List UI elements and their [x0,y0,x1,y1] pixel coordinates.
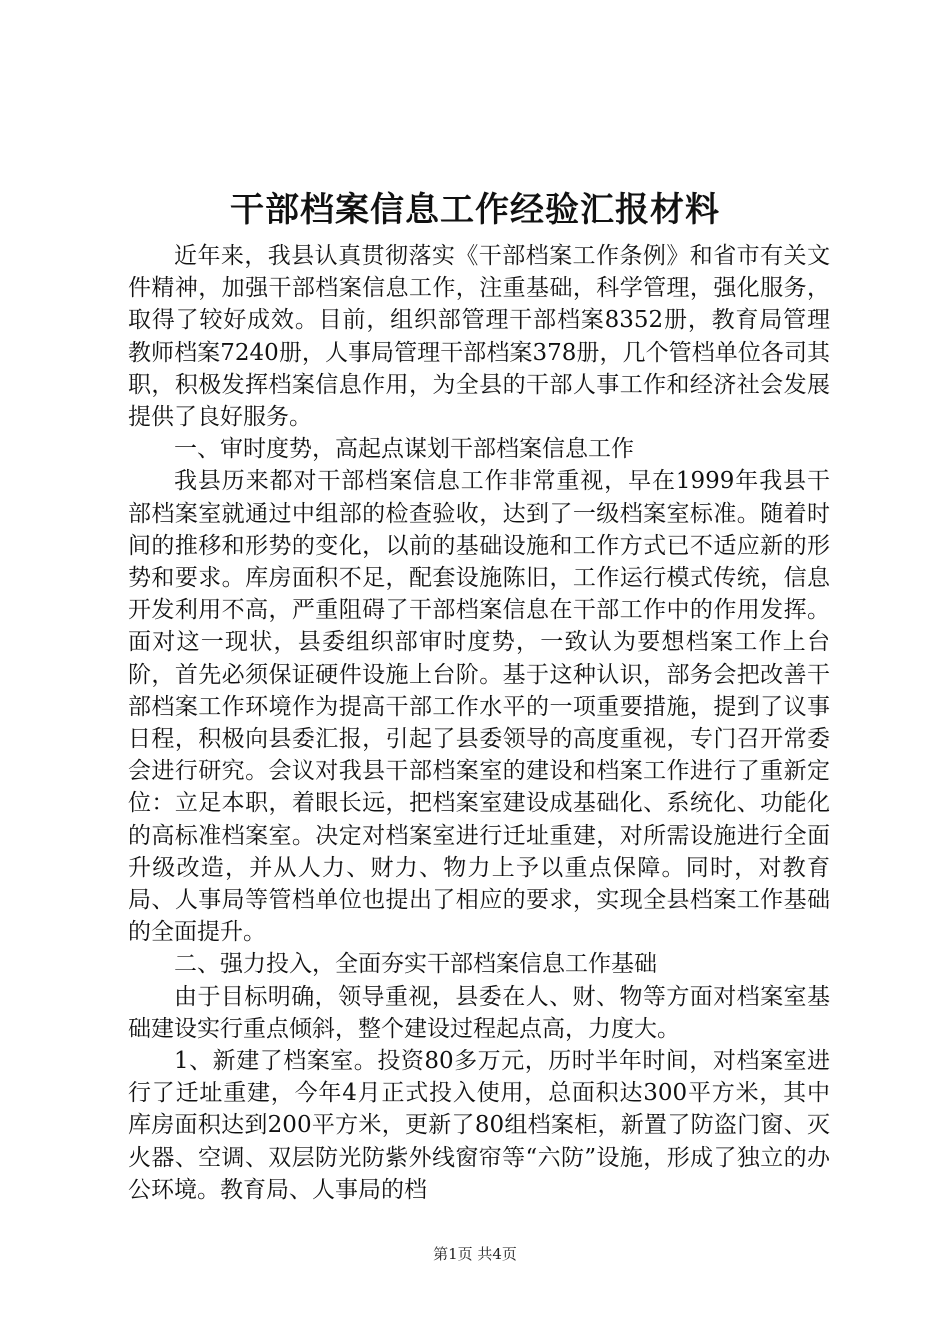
section-heading-1: 一、审时度势，高起点谋划干部档案信息工作 [174,436,634,463]
paragraph-section-1: 我县历来都对干部档案信息工作非常重视，早在1999年我县干部档案室就通过中组部的检查验收，达到了一级档案室标准。随着时间的推移和形势的变化，以前的基础设施和工作方式已不适应新的形势和要求。库房面积不足，配套设施陈旧，工作运行模式传统，信息开发利用不高，严重阻碍了干部档案信息在干部工作中的作用发挥。面对这一现状，县委组织部审时度势，一致认为要想档案工作上台阶，首先必须保证硬件设施上台阶。基于这种认识，部务会把改善干部档案工作环境作为提高干部工作水平的一项重要措施，提到了议事日程，积极向县委汇报，引起了县委领导的高度重视，专门召开常委会进行研究。会议对我县干部档案室的建设和档案工作进行了重新定位：立足本职，着眼长远，把档案室建设成基础化、系统化、功能化的高标准档案室。决定对档案室进行迁址重建，对所需设施进行全面升级改造，并从人力、财力、物力上予以重点保障。同时，对教育局、人事局等管档单位也提出了相应的要求，实现全县档案工作基础的全面提升。 [128,468,830,946]
paragraph-item-1: 1、新建了档案室。投资80多万元，历时半年时间，对档案室进行了迁址重建，今年4月正式投入使用，总面积达300平方米，其中库房面积达到200平方米，更新了80组档案柜，新置了防盗门窗、灭火器、空调、双层防光防紫外线窗帘等“六防”设施，形成了独立的办公环境。教育局、人事局的档 [128,1048,830,1203]
document-body [128,240,830,1206]
section-heading-2: 二、强力投入，全面夯实干部档案信息工作基础 [174,951,657,978]
paragraph-section-2: 由于目标明确，领导重视，县委在人、财、物等方面对档案室基础建设实行重点倾斜，整个建设过程起点高，力度大。 [128,983,830,1042]
document-title: 干部档案信息工作经验汇报材料 [230,190,720,230]
page-footer: 第1页 共4页 [433,1245,517,1263]
paragraph-intro: 近年来，我县认真贯彻落实《干部档案工作条例》和省市有关文件精神，加强干部档案信息工作，注重基础，科学管理，强化服务，取得了较好成效。目前，组织部管理干部档案8352册，教育局管理教师档案7240册，人事局管理干部档案378册，几个管档单位各司其职，积极发挥档案信息作用，为全县的干部人事工作和经济社会发展提供了良好服务。 [128,243,830,431]
